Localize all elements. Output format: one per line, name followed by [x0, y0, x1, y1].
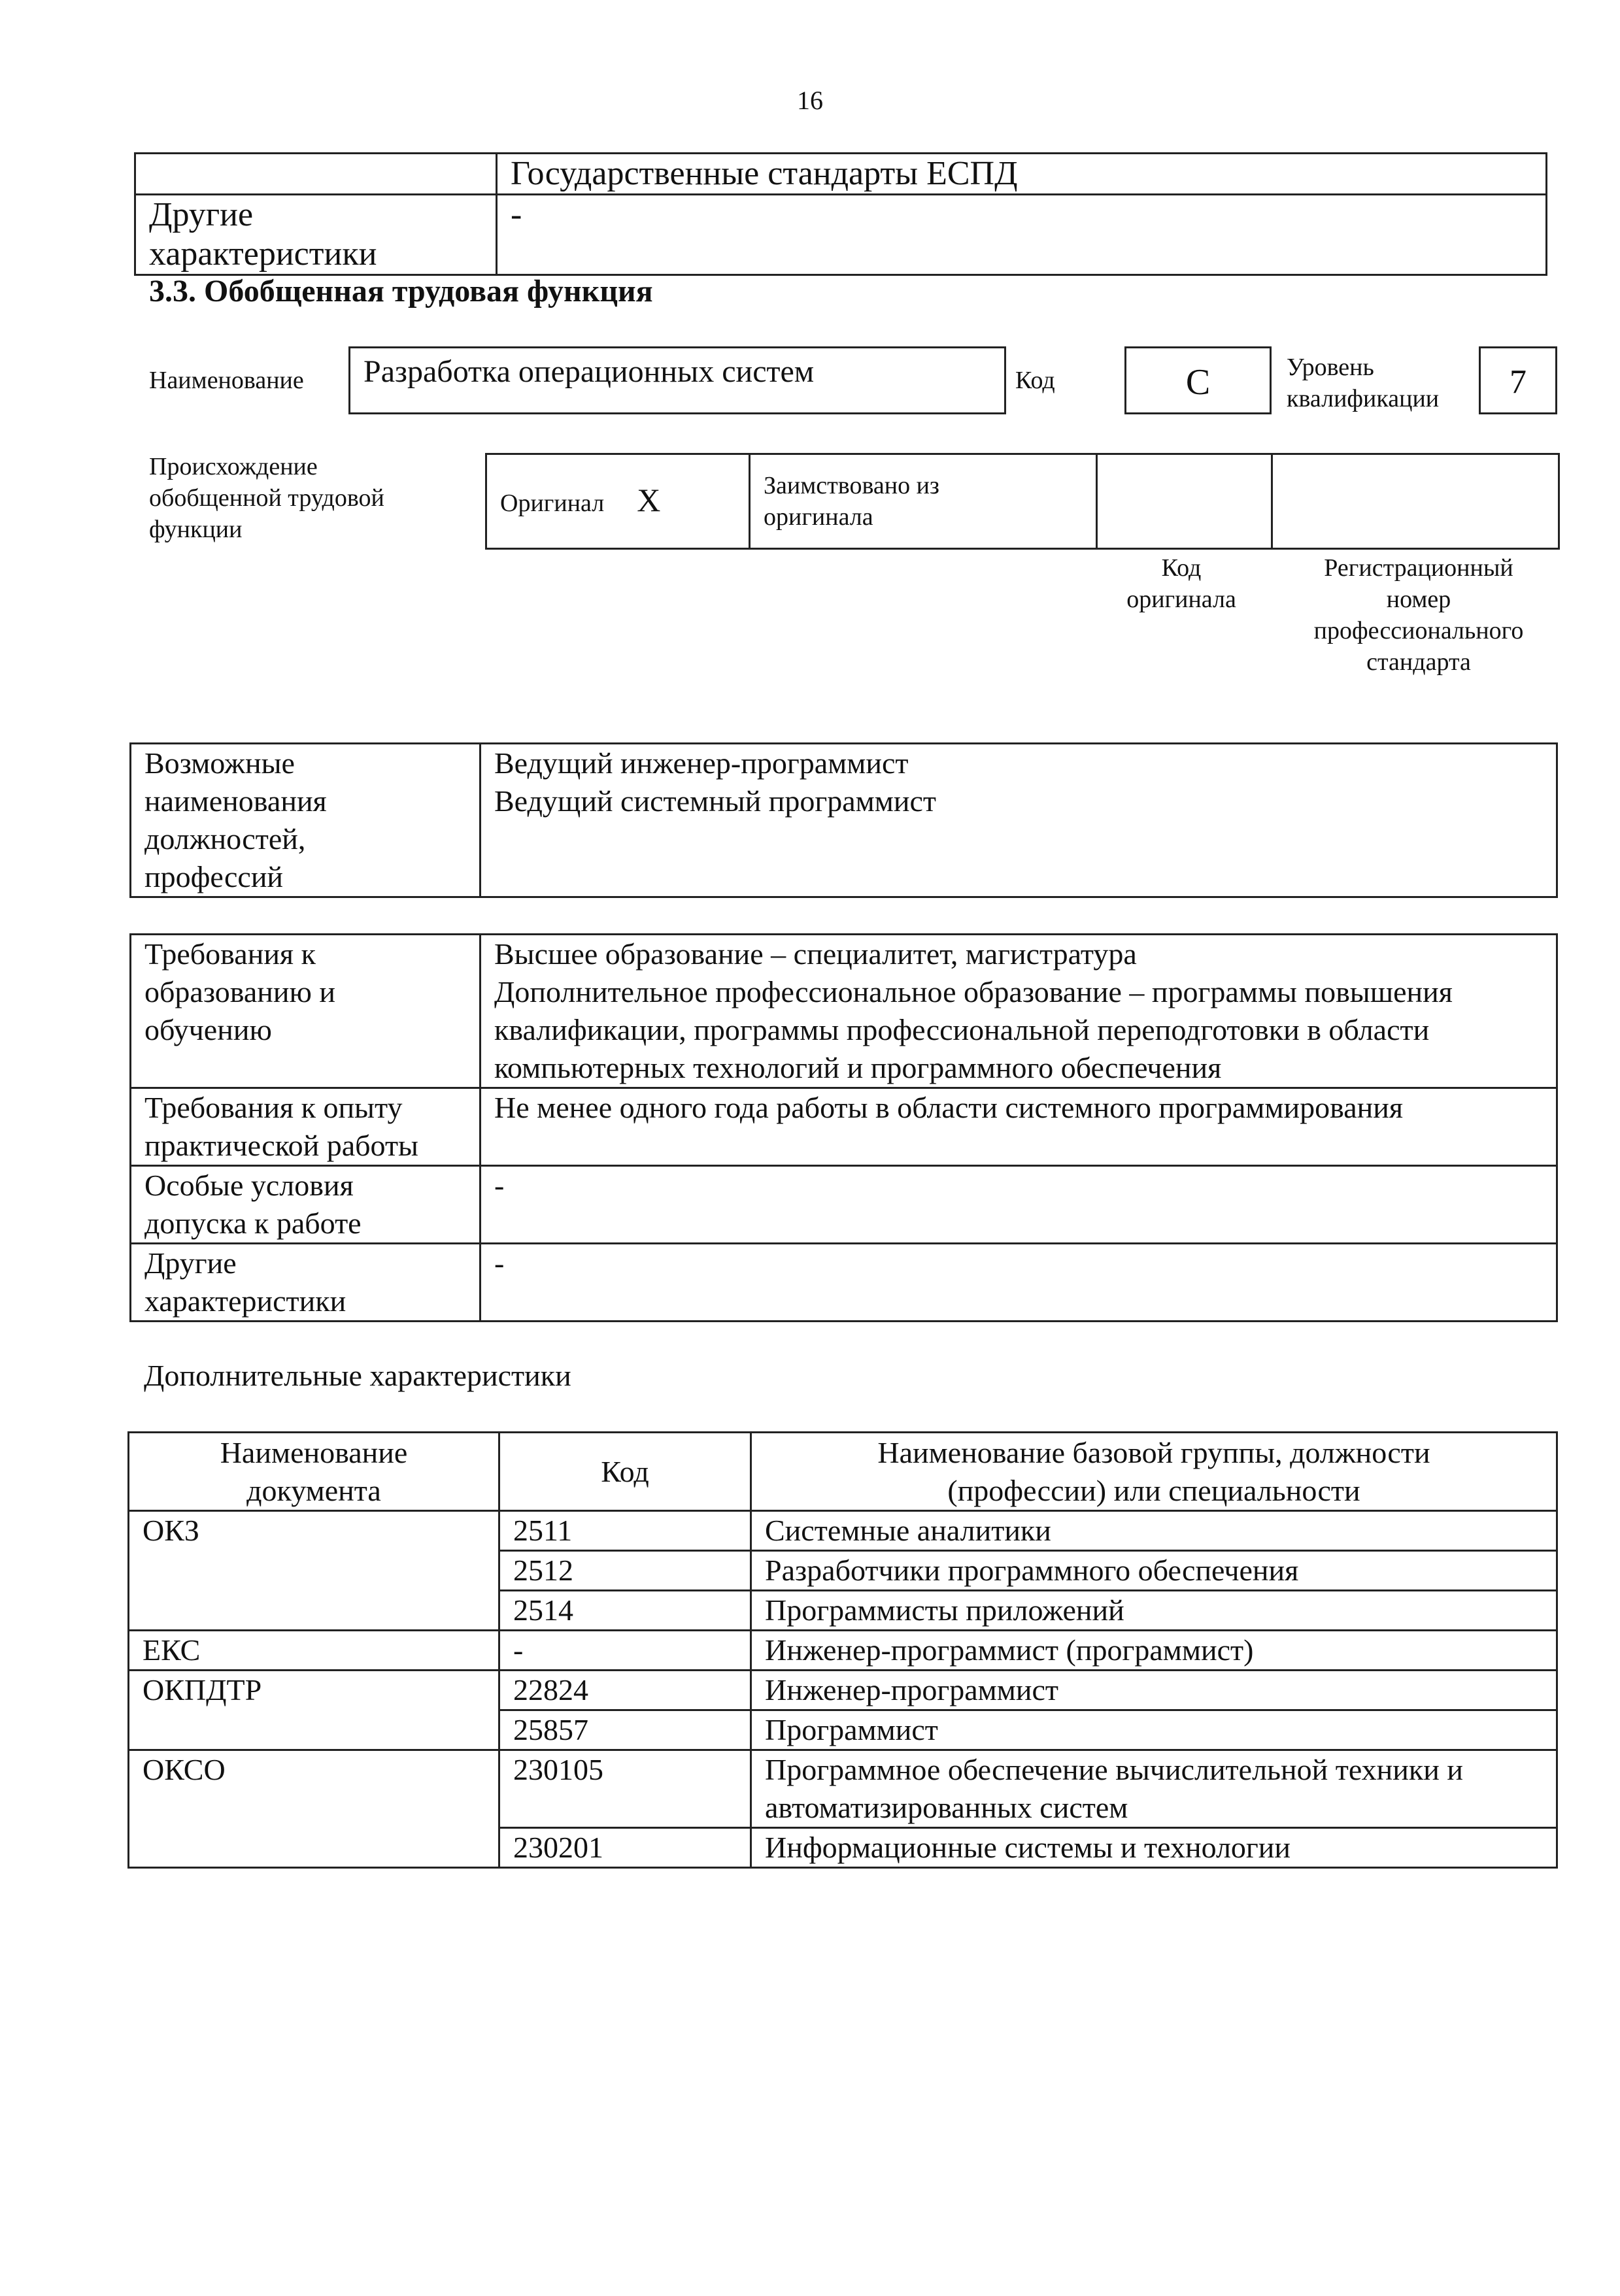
caption-line: стандарта	[1366, 648, 1471, 676]
requirements-table	[129, 933, 1558, 1322]
requirement-value	[481, 1244, 1557, 1322]
requirement-label	[131, 1166, 481, 1244]
header-line: Наименование базовой группы, должности	[877, 1435, 1430, 1469]
label-line: должностей,	[144, 822, 306, 856]
function-code-field: C	[1124, 346, 1272, 414]
caption-line: оригинала	[1126, 586, 1236, 613]
name-cell: Инженер-программист (программист)	[751, 1631, 1557, 1671]
label-line: Возможные	[144, 746, 295, 780]
value-line: компьютерных технологий и программного обеспечения	[494, 1051, 1222, 1084]
label-line: характеристики	[144, 1284, 346, 1318]
code-cell: 2514	[499, 1591, 751, 1631]
top-continuation-table	[134, 152, 1547, 276]
value-line: Не менее одного года работы в области системного программирования	[494, 1091, 1404, 1124]
table-row	[129, 1671, 1557, 1710]
origin-label	[149, 451, 384, 545]
header-line: документа	[246, 1473, 381, 1507]
requirement-value	[481, 1166, 1557, 1244]
origin-label-line: Происхождение	[149, 453, 318, 480]
registration-number-caption	[1275, 552, 1562, 678]
table-row	[129, 1631, 1557, 1671]
table-row	[135, 195, 1547, 275]
name-cell: Программисты приложений	[751, 1591, 1557, 1631]
table-header-row	[129, 1433, 1557, 1511]
level-label-line: квалификации	[1287, 385, 1440, 412]
value-line: квалификации, программы профессиональной переподготовки в области	[494, 1013, 1430, 1046]
name-cell: Программист	[751, 1710, 1557, 1750]
column-header-document	[129, 1433, 499, 1511]
requirement-label	[131, 1088, 481, 1166]
label-line: Требования к опыту	[144, 1091, 403, 1124]
borrowed-cell	[750, 454, 1097, 549]
original-code-caption	[1096, 552, 1266, 615]
label-line: обучению	[144, 1013, 272, 1046]
name-cell	[751, 1750, 1557, 1828]
code-label: Код	[1015, 367, 1055, 394]
table-row	[131, 935, 1557, 1088]
table-row	[131, 1088, 1557, 1166]
caption-line: номер	[1386, 586, 1451, 613]
registration-number-cell	[1272, 454, 1559, 549]
caption-line: Регистрационный	[1324, 554, 1513, 582]
additional-characteristics-heading: Дополнительные характеристики	[144, 1359, 571, 1392]
function-name-field: Разработка операционных систем	[348, 346, 1006, 414]
table-row	[129, 1511, 1557, 1551]
column-header-name	[751, 1433, 1557, 1511]
table-row	[135, 154, 1547, 195]
value-line: -	[494, 1246, 505, 1280]
header-line: Код	[601, 1454, 649, 1488]
name-label: Наименование	[149, 367, 304, 394]
top-row-label	[135, 154, 497, 195]
label-line: профессий	[144, 860, 284, 893]
position-item: Ведущий системный программист	[494, 784, 937, 818]
name-cell: Информационные системы и технологии	[751, 1828, 1557, 1868]
table-row	[131, 744, 1557, 897]
table-row	[131, 1244, 1557, 1322]
original-code-cell	[1097, 454, 1272, 549]
original-cell	[486, 454, 750, 549]
original-label: Оригинал	[500, 489, 605, 517]
level-label	[1287, 352, 1439, 414]
label-line: Требования к	[144, 937, 316, 971]
top-row-value: -	[497, 195, 1547, 275]
requirement-label	[131, 935, 481, 1088]
caption-line: Код	[1161, 554, 1202, 582]
label-line: практической работы	[144, 1129, 418, 1162]
label-line: Другие	[144, 1246, 237, 1280]
code-cell: 22824	[499, 1671, 751, 1710]
value-line: -	[494, 1169, 505, 1202]
caption-line: профессионального	[1313, 617, 1524, 644]
name-cell: Инженер-программист	[751, 1671, 1557, 1710]
document-cell: ОКСО	[129, 1750, 499, 1868]
origin-label-line: функции	[149, 516, 243, 543]
level-label-line: Уровень	[1287, 354, 1374, 381]
code-cell: 230105	[499, 1750, 751, 1828]
document-cell: ОКЗ	[129, 1511, 499, 1631]
code-cell: 230201	[499, 1828, 751, 1868]
requirement-label	[131, 1244, 481, 1322]
label-line: допуска к работе	[144, 1206, 362, 1240]
requirement-value	[481, 935, 1557, 1088]
label-line: наименования	[144, 784, 327, 818]
additional-characteristics-table	[127, 1431, 1558, 1869]
value-line: Дополнительное профессиональное образование – программы повышения	[494, 975, 1453, 1008]
name-line: Программное обеспечение вычислительной техники и	[765, 1753, 1463, 1786]
borrowed-label-line: Заимствовано из	[764, 472, 939, 499]
name-line: автоматизированных систем	[765, 1791, 1128, 1824]
position-item: Ведущий инженер-программист	[494, 746, 909, 780]
name-cell: Системные аналитики	[751, 1511, 1557, 1551]
code-cell: 25857	[499, 1710, 751, 1750]
column-header-code	[499, 1433, 751, 1511]
positions-label	[131, 744, 481, 897]
label-line: Особые условия	[144, 1169, 354, 1202]
code-cell: 2512	[499, 1551, 751, 1591]
original-mark: X	[637, 481, 661, 518]
section-heading: 3.3. Обобщенная трудовая функция	[149, 274, 653, 308]
requirement-value	[481, 1088, 1557, 1166]
label-line: образованию и	[144, 975, 335, 1008]
page-number: 16	[797, 86, 823, 115]
top-row-value: Государственные стандарты ЕСПД	[497, 154, 1547, 195]
table-row	[129, 1750, 1557, 1828]
origin-table	[485, 453, 1560, 550]
value-line: Высшее образование – специалитет, магистратура	[494, 937, 1137, 971]
top-row-label: Другие характеристики	[135, 195, 497, 275]
code-cell: 2511	[499, 1511, 751, 1551]
table-row	[131, 1166, 1557, 1244]
code-cell: -	[499, 1631, 751, 1671]
qualification-level-field: 7	[1479, 346, 1557, 414]
positions-table	[129, 742, 1558, 898]
document-cell: ОКПДТР	[129, 1671, 499, 1750]
header-line: Наименование	[220, 1435, 408, 1469]
name-cell: Разработчики программного обеспечения	[751, 1551, 1557, 1591]
document-cell: ЕКС	[129, 1631, 499, 1671]
origin-label-line: обобщенной трудовой	[149, 484, 384, 512]
positions-values	[481, 744, 1557, 897]
header-line: (профессии) или специальности	[947, 1473, 1360, 1507]
borrowed-label-line: оригинала	[764, 503, 873, 531]
